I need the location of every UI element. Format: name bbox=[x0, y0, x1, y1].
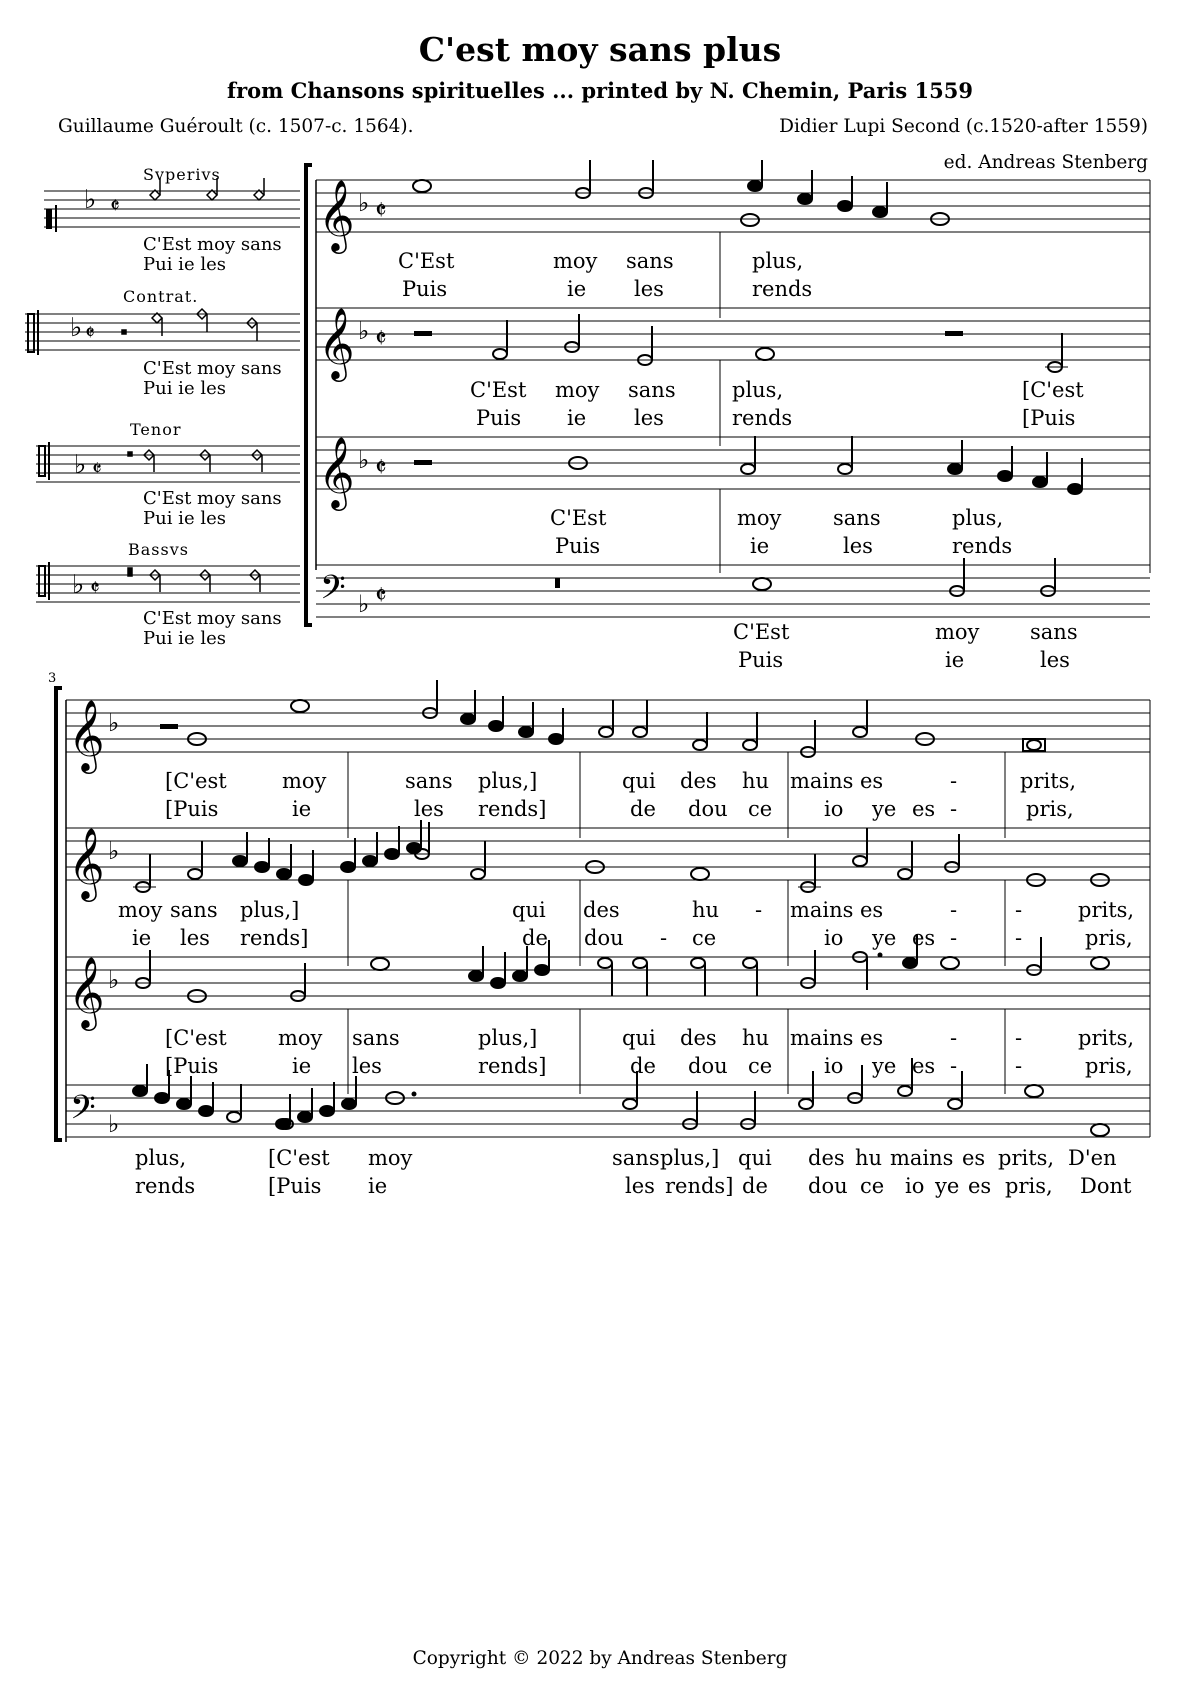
lyric: es bbox=[860, 769, 884, 793]
measure-number: 3 bbox=[48, 671, 57, 686]
system-2 bbox=[48, 671, 1150, 1198]
lyric: plus, bbox=[952, 506, 1004, 530]
lyric: ie bbox=[292, 797, 312, 821]
treble-clef-icon: 𝄞 bbox=[68, 698, 105, 771]
lyric: io bbox=[905, 1174, 925, 1198]
lyric: Puis bbox=[555, 534, 601, 558]
lyric: sans bbox=[1030, 620, 1078, 644]
rest-icon bbox=[945, 331, 963, 336]
lyric: les bbox=[634, 406, 664, 430]
notes bbox=[948, 440, 1082, 494]
lyric: plus,] bbox=[478, 769, 538, 793]
lyric: C'Est bbox=[550, 506, 607, 530]
lyric: ie bbox=[945, 648, 965, 672]
lyric: - bbox=[950, 1054, 958, 1078]
flat-sign-icon: ♭ bbox=[70, 313, 83, 343]
flat-sign-icon: ♭ bbox=[84, 185, 97, 215]
lyric: plus,] bbox=[240, 898, 300, 922]
cut-time-icon: 𝄵 bbox=[375, 581, 387, 611]
flat-sign-icon: ♭ bbox=[358, 446, 370, 474]
lyric: ie bbox=[567, 277, 587, 301]
staff bbox=[316, 565, 1150, 617]
lyric: C'Est bbox=[470, 378, 527, 402]
lyric: mains bbox=[890, 1146, 954, 1170]
cut-time-icon: 𝄵 bbox=[375, 196, 387, 226]
incipit-notes bbox=[128, 450, 262, 472]
incipit-voice-name: Tenor bbox=[130, 420, 182, 439]
lyric: moy bbox=[368, 1146, 413, 1170]
lyric: plus, bbox=[732, 378, 784, 402]
staff bbox=[66, 828, 1150, 880]
lyric: plus, bbox=[752, 249, 804, 273]
incipit-verse2: Pui ie les bbox=[143, 254, 226, 275]
incipit-clef-icon bbox=[39, 562, 49, 600]
lyric: ce bbox=[692, 926, 717, 950]
lyric: rends] bbox=[240, 926, 309, 950]
flat-sign-icon: ♭ bbox=[108, 709, 120, 737]
treble-clef-icon: 𝄞 bbox=[318, 178, 355, 251]
lyric: les bbox=[625, 1174, 655, 1198]
lyric: ie bbox=[567, 406, 587, 430]
bass-clef-icon: 𝄢 bbox=[70, 1089, 96, 1135]
copyright-notice: Copyright © 2022 by Andreas Stenberg bbox=[412, 1648, 788, 1669]
treble-clef-icon: 𝄞 bbox=[318, 306, 355, 379]
lyric: [C'est bbox=[1022, 378, 1084, 402]
incipit-verse1: C'Est moy sans bbox=[143, 488, 282, 509]
barlines bbox=[348, 828, 1150, 966]
cut-time-icon: 𝄵 bbox=[110, 194, 120, 219]
rest-icon bbox=[555, 578, 560, 588]
incipit-voice-name: Svperivs bbox=[143, 165, 221, 184]
flat-sign-icon: ♭ bbox=[108, 966, 120, 994]
lyric: des bbox=[680, 1026, 717, 1050]
lyric: de bbox=[630, 797, 656, 821]
lyric: dou bbox=[808, 1174, 848, 1198]
lyric: prits, bbox=[998, 1146, 1055, 1170]
lyric: mains bbox=[790, 1026, 854, 1050]
lyric: moy bbox=[278, 1026, 323, 1050]
lyric: ce bbox=[860, 1174, 885, 1198]
lyric: ie bbox=[368, 1174, 388, 1198]
lyric: ce bbox=[748, 1054, 773, 1078]
lyric: sans bbox=[170, 898, 218, 922]
lyric: ye bbox=[872, 797, 897, 821]
lyric: - bbox=[950, 797, 958, 821]
lyric: rends bbox=[732, 406, 793, 430]
lyric: - bbox=[950, 769, 958, 793]
lyric: de bbox=[630, 1054, 656, 1078]
cut-time-icon: 𝄵 bbox=[375, 324, 387, 354]
lyric: - bbox=[1015, 926, 1023, 950]
lyric: ie bbox=[292, 1054, 312, 1078]
lyric: [C'est bbox=[165, 1026, 227, 1050]
system-bracket-icon bbox=[56, 688, 62, 1140]
lyric: io bbox=[824, 1054, 844, 1078]
lyric: sans bbox=[352, 1026, 400, 1050]
lyric: [Puis bbox=[165, 1054, 219, 1078]
lyric: plus,] bbox=[478, 1026, 538, 1050]
lyric: hu bbox=[742, 1026, 770, 1050]
lyric: es bbox=[912, 926, 936, 950]
lyric: moy bbox=[118, 898, 163, 922]
lyric: [Puis bbox=[165, 797, 219, 821]
incipit-verse1: C'Est moy sans bbox=[143, 358, 282, 379]
lyric: C'Est bbox=[733, 620, 790, 644]
lyric: - bbox=[660, 926, 668, 950]
staff bbox=[316, 308, 1150, 360]
notes bbox=[233, 820, 421, 885]
bass-clef-icon: 𝄢 bbox=[320, 569, 346, 615]
flat-sign-icon: ♭ bbox=[108, 1110, 120, 1138]
flat-sign-icon: ♭ bbox=[108, 837, 120, 865]
lyric: des bbox=[583, 898, 620, 922]
lyric: [C'est bbox=[268, 1146, 330, 1170]
lyric: ie bbox=[750, 534, 770, 558]
lyric: D'en bbox=[1068, 1146, 1117, 1170]
rest-icon bbox=[414, 331, 432, 336]
system-bracket-icon bbox=[306, 165, 312, 625]
lyric: - bbox=[950, 926, 958, 950]
lyric: rends bbox=[135, 1174, 196, 1198]
lyric: sans bbox=[628, 378, 676, 402]
page-title: C'est moy sans plus bbox=[418, 30, 782, 69]
lyric: dou bbox=[688, 797, 728, 821]
lyric: ye bbox=[935, 1174, 960, 1198]
lyric: ce bbox=[748, 797, 773, 821]
incipit-clef-icon bbox=[39, 442, 49, 480]
cut-time-icon: 𝄵 bbox=[85, 321, 95, 346]
lyric: moy bbox=[282, 769, 327, 793]
lyric: sans bbox=[405, 769, 453, 793]
lyric: sans bbox=[612, 1146, 660, 1170]
lyric: mains bbox=[790, 898, 854, 922]
lyric: [Puis bbox=[1022, 406, 1076, 430]
lyric: Puis bbox=[402, 277, 448, 301]
lyric: plus, bbox=[135, 1146, 187, 1170]
lyric: mains bbox=[790, 769, 854, 793]
lyric: dou bbox=[584, 926, 624, 950]
notes bbox=[461, 690, 563, 744]
notes bbox=[748, 160, 887, 217]
staff bbox=[66, 700, 1150, 752]
cut-time-icon: 𝄵 bbox=[92, 457, 102, 482]
rest-icon bbox=[414, 460, 432, 465]
system-1 bbox=[306, 160, 1150, 672]
lyric: - bbox=[950, 898, 958, 922]
lyric: les bbox=[352, 1054, 382, 1078]
lyric: les bbox=[1040, 648, 1070, 672]
editor-credit: ed. Andreas Stenberg bbox=[943, 152, 1148, 173]
lyric: io bbox=[824, 926, 844, 950]
lyric: C'Est bbox=[398, 249, 455, 273]
incipit-verse2: Pui ie les bbox=[143, 508, 226, 529]
flat-sign-icon: ♭ bbox=[358, 317, 370, 345]
notes bbox=[493, 314, 1068, 372]
lyric: - bbox=[1015, 898, 1023, 922]
page-subtitle: from Chansons spirituelles ... printed by N. Chemin, Paris 1559 bbox=[227, 78, 973, 103]
lyric: plus,] bbox=[660, 1146, 720, 1170]
lyric: les bbox=[414, 797, 444, 821]
lyric: moy bbox=[555, 378, 600, 402]
lyric: qui bbox=[622, 1026, 656, 1050]
lyric: pris, bbox=[1085, 1054, 1133, 1078]
lyric: es bbox=[968, 1174, 992, 1198]
incipit-verse1: C'Est moy sans bbox=[143, 608, 282, 629]
lyric: rends] bbox=[478, 1054, 547, 1078]
lyric: les bbox=[634, 277, 664, 301]
notes bbox=[133, 822, 1109, 892]
lyric: les bbox=[180, 926, 210, 950]
lyric: es bbox=[912, 1054, 936, 1078]
treble-clef-icon: 𝄞 bbox=[68, 955, 105, 1028]
incipit-notes bbox=[128, 568, 260, 592]
lyric: pris, bbox=[1085, 926, 1133, 950]
rest-icon bbox=[160, 724, 178, 729]
lyric: sans bbox=[626, 249, 674, 273]
lyric: des bbox=[680, 769, 717, 793]
lyric: - bbox=[1015, 1054, 1023, 1078]
lyric: [Puis bbox=[268, 1174, 322, 1198]
lyric: pris, bbox=[1026, 797, 1074, 821]
lyric: moy bbox=[935, 620, 980, 644]
lyric: - bbox=[1015, 1026, 1023, 1050]
lyric: prits, bbox=[1078, 898, 1135, 922]
lyric: rends bbox=[752, 277, 813, 301]
flat-sign-icon: ♭ bbox=[74, 450, 87, 480]
lyric: - bbox=[950, 1026, 958, 1050]
lyric: rends] bbox=[478, 797, 547, 821]
flat-sign-icon: ♭ bbox=[358, 189, 370, 217]
lyric: de bbox=[742, 1174, 768, 1198]
lyric: prits, bbox=[1020, 769, 1077, 793]
lyric: Puis bbox=[738, 648, 784, 672]
lyric: moy bbox=[553, 249, 598, 273]
treble-clef-icon: 𝄞 bbox=[68, 826, 105, 899]
lyric: de bbox=[522, 926, 548, 950]
poet-credit: Guillaume Guéroult (c. 1507-c. 1564). bbox=[58, 116, 414, 137]
lyric: des bbox=[808, 1146, 845, 1170]
lyric: hu bbox=[742, 769, 770, 793]
lyric: ie bbox=[132, 926, 152, 950]
lyric: hu bbox=[692, 898, 720, 922]
incipit-verse2: Pui ie les bbox=[143, 628, 226, 649]
lyric: es bbox=[860, 1026, 884, 1050]
lyric: - bbox=[755, 898, 763, 922]
lyric: qui bbox=[512, 898, 546, 922]
incipit-verse1: C'Est moy sans bbox=[143, 234, 282, 255]
lyric: moy bbox=[737, 506, 782, 530]
lyric: rends bbox=[952, 534, 1013, 558]
composer-credit: Didier Lupi Second (c.1520-after 1559) bbox=[779, 116, 1148, 137]
lyric: es bbox=[912, 797, 936, 821]
staff bbox=[66, 957, 1150, 1009]
lyric: es bbox=[962, 1146, 986, 1170]
flat-sign-icon: ♭ bbox=[72, 570, 85, 600]
lyric: dou bbox=[688, 1054, 728, 1078]
lyric: [C'est bbox=[165, 769, 227, 793]
lyric: io bbox=[824, 797, 844, 821]
lyric: hu bbox=[855, 1146, 883, 1170]
incipit-verse2: Pui ie les bbox=[143, 378, 226, 399]
staff bbox=[66, 1085, 1150, 1137]
lyric: qui bbox=[738, 1146, 772, 1170]
lyric: les bbox=[843, 534, 873, 558]
incipit-voice-name: Bassvs bbox=[128, 540, 189, 559]
lyric: sans bbox=[833, 506, 881, 530]
incipit bbox=[25, 165, 300, 649]
notes bbox=[753, 558, 1055, 596]
lyric: Puis bbox=[476, 406, 522, 430]
staff bbox=[316, 180, 1150, 232]
notes bbox=[188, 680, 1045, 757]
lyric: es bbox=[860, 898, 884, 922]
lyric: prits, bbox=[1078, 1026, 1135, 1050]
lyric: ye bbox=[872, 926, 897, 950]
cut-time-icon: 𝄵 bbox=[90, 576, 100, 601]
staff bbox=[316, 437, 1150, 489]
lyric: Dont bbox=[1080, 1174, 1132, 1198]
treble-clef-icon: 𝄞 bbox=[318, 435, 355, 508]
incipit-voice-name: Contrat. bbox=[123, 287, 199, 306]
lyric: qui bbox=[622, 769, 656, 793]
lyric: rends] bbox=[665, 1174, 734, 1198]
cut-time-icon: 𝄵 bbox=[375, 453, 387, 483]
notes bbox=[569, 436, 852, 474]
lyric: ye bbox=[872, 1054, 897, 1078]
lyric: pris, bbox=[1005, 1174, 1053, 1198]
flat-sign-icon: ♭ bbox=[358, 590, 370, 618]
